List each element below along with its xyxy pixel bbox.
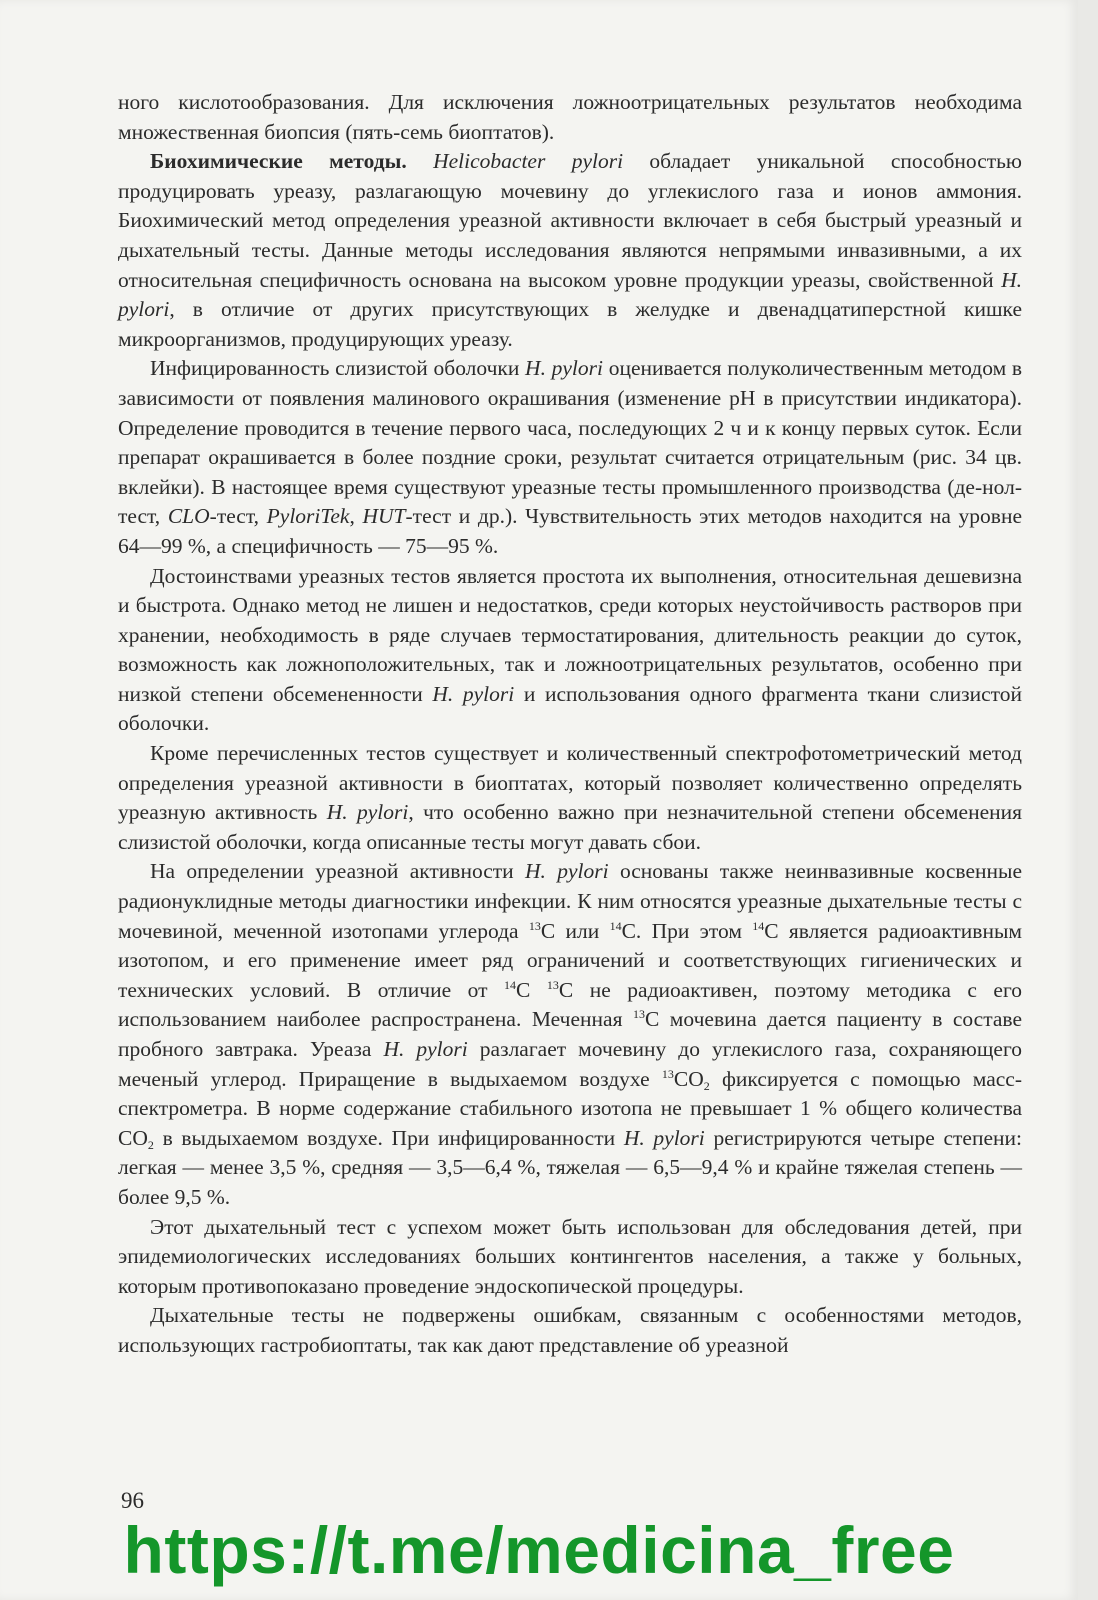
- section-heading: Биохимические методы.: [150, 149, 407, 174]
- paragraph-breath-test-use: Этот дыхательный тест с успехом может быть использован для обследования детей, при эпидемиологических исследованиях больших контингентов населения, а также у больных, которым противопоказано проведение эндоскопической процедуры.: [118, 1214, 1022, 1298]
- paragraph-breath-tests: На определении уреазной активности H. pylori основаны также неинвазивные косвенные радионуклидные методы диагностики инфекции. К ним относятся уреазные дыхательные тесты с мочевиной, меченной изотопами углерода $^{13}$C или $^{14}$C. При этом $^{14}$C является радиоактивным изотопом, и его применение имеет ряд ограничений и соответствующих гигиенических и технических условий. В отличие от $^{14}$C $^{13}$C не радиоактивен, поэтому методика с его использованием наиболее распространена. Меченная $^{13}$C мочевина дается пациенту в составе пробного завтрака. Уреаза H. pylori разлагает мочевину до углекислого газа, сохраняющего меченый углерод. Приращение в выдыхаемом воздухе $^{13}CO_2$ фиксируется с помощью масс-спектрометра. В норме содержание стабильного изотопа не превышает 1 % общего количества $CO_2$ в выдыхаемом воздухе. При инфицированности H. pylori регистрируются четыре степени: легкая — менее 3,5 %, средняя — 3,5—6,4 %, тяжелая — 6,5—9,4 % и крайне тяжелая степень — более 9,5 %.: [118, 859, 1023, 1209]
- paragraph-infection-assessment: Инфицированность слизистой оболочки H. pylori оценивается полуколичественным методом в зависимости от появления малинового окрашивания (изменение pH в присутствии индикатора). Определение проводится в течение первого часа, последующих 2 ч и к концу первых суток. Если препарат окрашивается в более поздние сроки, результат считается отрицательным (рис. 34 цв. вклейки). В настоящее время существуют уреазные тесты промышленного производства (де-нол-тест, CLO-тест, PyloriTek, HUT-тест и др.). Чувствительность этих методов находится на уровне 64—99 %, а специфичность — 75—95 %.: [118, 356, 1023, 558]
- paragraph-1: ного кислотообразования. Для исключения ложноотрицательных результатов необходима множественная биопсия (пять-семь биоптатов).: [118, 90, 1022, 144]
- paragraph-breath-test-errors: Дыхательные тесты не подвержены ошибкам, связанным с особенностями методов, использующих гастробиоптаты, так как дают представление об уреазной: [118, 1303, 1022, 1357]
- page-number: 96: [121, 1488, 144, 1513]
- paragraph-advantages: Достоинствами уреазных тестов является простота их выполнения, относительная дешевизна и быстрота. Однако метод не лишен и недостатков, среди которых неустойчивость растворов при хранении, необходимость в ряде случаев термостатирования, длительность реакции до суток, возможность как ложноположительных, так и ложноотрицательных результатов, особенно при низкой степени обсемененности H. pylori и использования одного фрагмента ткани слизистой оболочки.: [118, 563, 1023, 736]
- page-body: [118, 88, 1022, 1361]
- paragraph-spectrophotometric: Кроме перечисленных тестов существует и количественный спектрофотометрический метод определения уреазной активности в биоптатах, который позволяет количественно определять уреазную активность H. pylori, что особенно важно при незначительной степени обсеменения слизистой оболочки, когда описанные тесты могут давать сбои.: [118, 741, 1023, 854]
- watermark-link[interactable]: https://t.me/medicina_free: [123, 1513, 955, 1587]
- paragraph-biochemical-methods: Биохимические методы. Helicobacter pylori обладает уникальной способностью продуцировать уреазу, разлагающую мочевину до углекислого газа и ионов аммония. Биохимический метод определения уреазной активности включает в себя быстрый уреазный и дыхательный тесты. Данные методы исследования являются непрямыми инвазивными, а их относительная специфичность основана на высоком уровне продукции уреазы, свойственной H. pylori, в отличие от других присутствующих в желудке и двенадцатиперстной кишке микроорганизмов, продуцирующих уреазу.: [118, 149, 1023, 351]
